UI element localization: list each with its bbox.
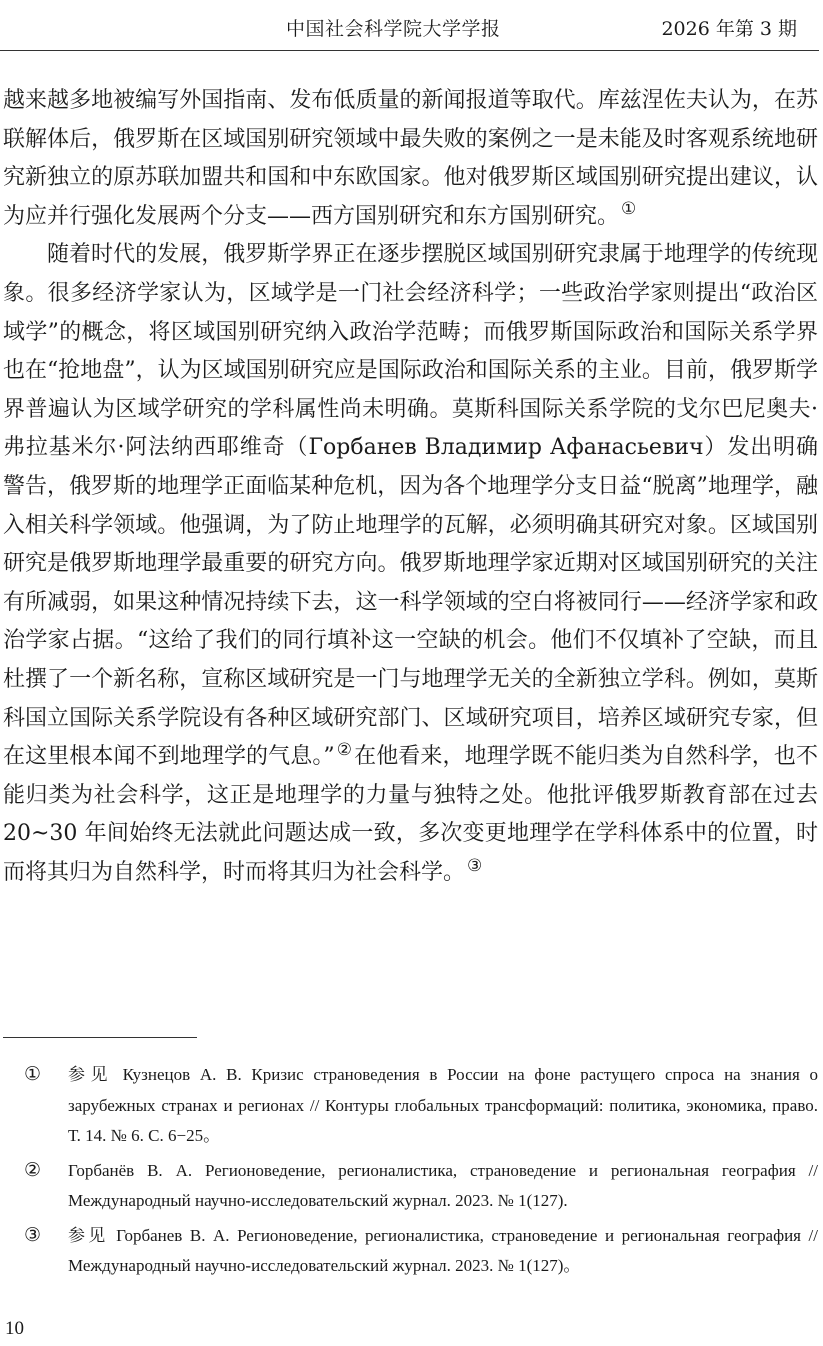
- footnote-text: 参见 Кузнецов А. В. Кризис страноведения в России на фоне растущего спроса на знания о зарубежных странах и регионах // Контуры глобальных трансформаций: политика, экономика, право. Т. 14. № 6. С. 6−25。: [68, 1065, 818, 1145]
- footnote-number: ③: [24, 1224, 42, 1246]
- footnote-number: ②: [24, 1159, 42, 1181]
- footnote-divider: [3, 1037, 197, 1038]
- footnote-1: [24, 1060, 818, 1152]
- main-text: [3, 82, 818, 892]
- footnote-number: ①: [24, 1064, 42, 1085]
- page-number: 10: [5, 1318, 24, 1339]
- footnote-ref-2[interactable]: ②: [336, 739, 353, 760]
- footnotes: [24, 1060, 818, 1286]
- paragraph-text: 越来越多地被编写外国指南、发布低质量的新闻报道等取代。库兹涅佐夫认为，在苏联解体后，俄罗斯在区域国别研究领域中最失败的案例之一是未能及时客观系统地研究新独立的原苏联加盟共和国和中东欧国家。他对俄罗斯区域国别研究提出建议，认为应并行强化发展两个分支——西方国别研究和东方国别研究。: [3, 88, 818, 229]
- issue-label: 2026 年第 3 期: [661, 18, 797, 40]
- footnote-3: [24, 1221, 818, 1282]
- footnote-ref-1[interactable]: ①: [621, 199, 637, 220]
- footnote-text: Горбанёв В. А. Регионоведение, регионалистика, страноведение и региональная география // Международный научно-исследовательский журнал. 2023. № 1(127).: [68, 1160, 818, 1210]
- footnote-ref-3[interactable]: ③: [467, 855, 483, 876]
- journal-title: 中国社会科学院大学学报: [286, 18, 501, 40]
- paragraph-text: 随着时代的发展，俄罗斯学界正在逐步摆脱区域国别研究隶属于地理学的传统现象。很多经济学家认为，区域学是一门社会经济科学；一些政治学家则提出“政治区域学”的概念，将区域国别研究纳入政治学范畴；而俄罗斯国际政治和国际关系学界也在“抢地盘”，认为区域国别研究应是国际政治和国际关系的主业。目前，俄罗斯学界普遍认为区域学研究的学科属性尚未明确。莫斯科国际关系学院的戈尔巴尼奥夫·弗拉基米尔·阿法纳西耶维奇（Горбанев Владимир Афанасьевич）发出明确警告，俄罗斯的地理学正面临某种危机，因为各个地理学分支日益“脱离”地理学，融入相关科学领域。他强调，为了防止地理学的瓦解，必须明确其研究对象。区域国别研究是俄罗斯地理学最重要的研究方向。俄罗斯地理学家近期对区域国别研究的关注有所减弱，如果这种情况持续下去，这一科学领域的空白将被同行——经济学家和政治学家占据。“这给了我们的同行填补这一空缺的机会。他们不仅填补了空缺，而且杜撰了一个新名称，宣称区域研究是一门与地理学无关的全新独立学科。例如，莫斯科国立国际关系学院设有各种区域研究部门、区域研究项目，培养区域研究专家，但在这里根本闻不到地理学的气息。”: [3, 242, 818, 770]
- footnote-2: [24, 1156, 818, 1217]
- running-header: [0, 0, 819, 51]
- paragraph-2: [3, 236, 818, 892]
- paragraph-1: [3, 82, 818, 236]
- paragraph-text: 在他看来，地理学既不能归类为自然科学，也不能归类为社会科学，这正是地理学的力量与独特之处。他批评俄罗斯教育部在过去 20~30 年间始终无法就此问题达成一致，多次变更地理学在学科体系中的位置，时而将其归为自然科学，时而将其归为社会科学。: [3, 744, 818, 885]
- footnote-text: 参见 Горбанев В. А. Регионоведение, регионалистика, страноведение и региональная география // Международный научно-исследовательский журнал. 2023. № 1(127)。: [68, 1225, 818, 1275]
